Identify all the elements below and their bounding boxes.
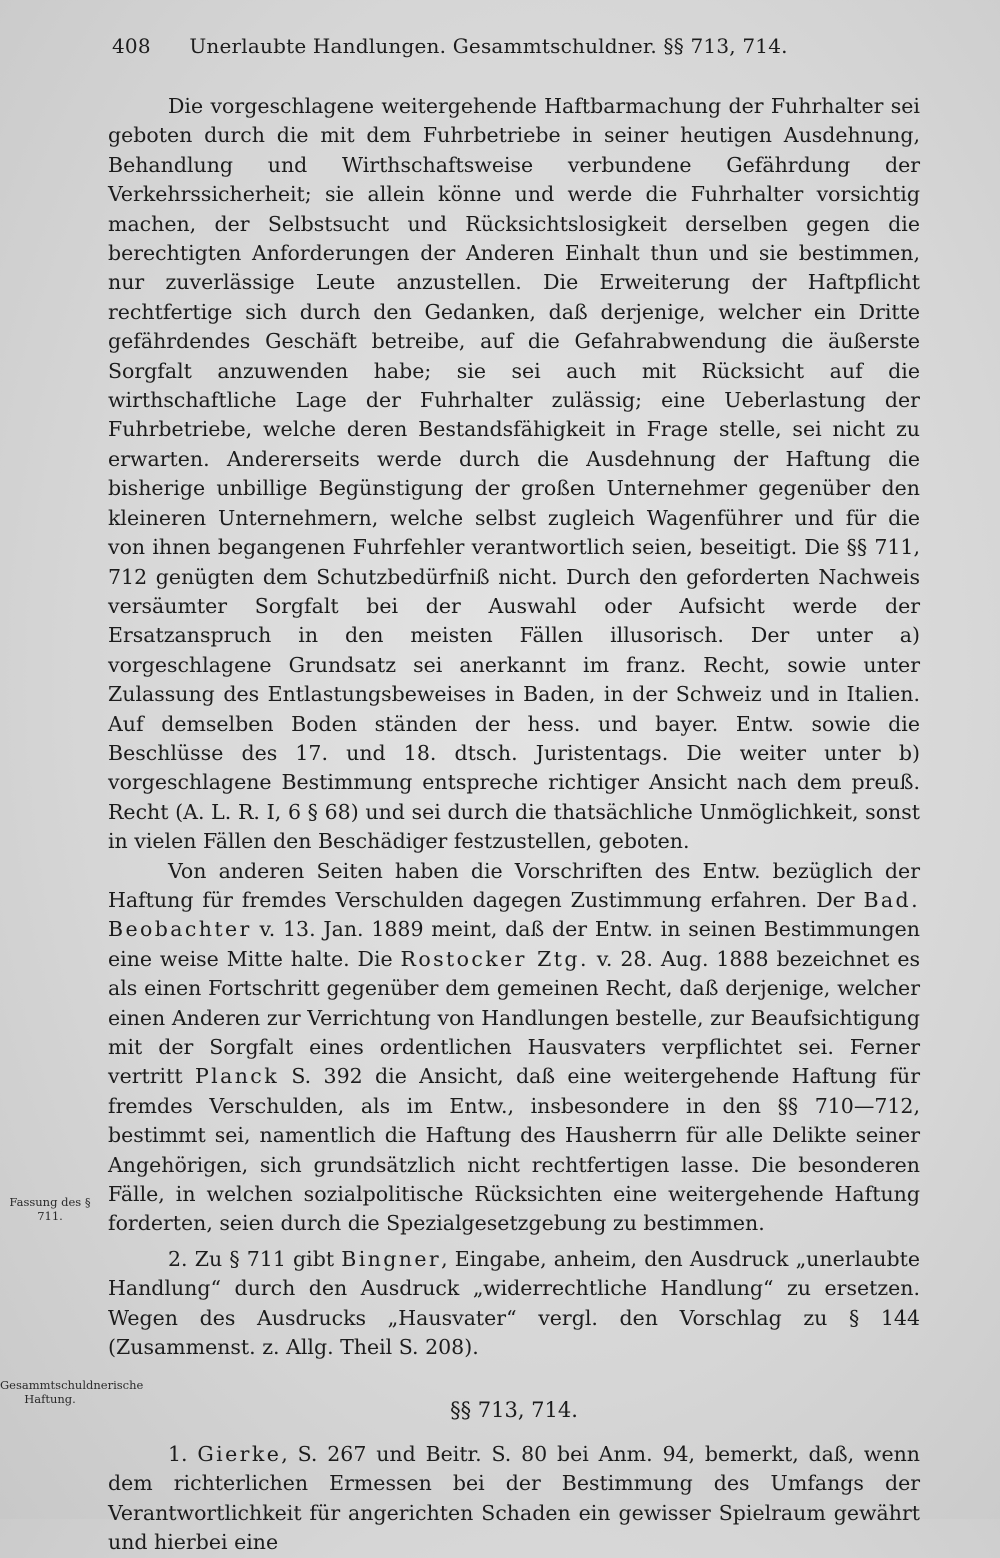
paragraph-fassung-711: 2. Zu § 711 gibt Bingner, Eingabe, anheim, den Ausdruck „unerlaubte Handlung“ durch den Ausdruck „widerrechtliche Handlung“ zu ersetzen. Wegen des Ausdrucks „Hausvater“ vergl. den Vorschlag zu § 144 (Zusammenst. z. Allg. Theil S. 208).: [108, 1246, 920, 1360]
cited-source: Bad. Beobachter: [108, 887, 920, 942]
margin-note-fassung: Fassung des § 711.: [9, 1195, 91, 1223]
margin-note-gesammtschuld: Gesammtschuldnerische Haftung.: [0, 1378, 144, 1406]
paragraph-zustimmung: Von anderen Seiten haben die Vorschriften des Entw. bezüglich der Haftung für fremdes Verschulden dagegen Zustimmung erfahren. Der Bad. Beobachter v. 13. Jan. 1889 meint, daß der Entw. in seinen Bestimmungen eine weise Mitte halte. Die Rostocker Ztg. v. 28. Aug. 1888 bezeichnet es als einen Fortschritt gegenüber dem gemeinen Recht, daß derjenige, welcher einen Anderen zur Verrichtung von Handlungen bestelle, zur Beaufsichtigung mit der Sorgfalt eines ordentlichen Hausvaters verpflichtet sei. Ferner vertritt Planck S. 392 die Ansicht, daß eine weitergehende Haftung für fremdes Verschulden, als im Entw., insbesondere in den §§ 710—712, bestimmt sei, namentlich die Haftung des Hausherrn für alle Delikte seiner Angehörigen, sich grundsätzlich nicht rechtfertigen lasse. Die besonderen Fälle, in welchen sozialpolitische Rücksichten eine weitergehende Haftung forderten, seien durch die Spezialgesetzgebung zu bestimmen.: [108, 858, 921, 1236]
body-text: [108, 92, 920, 1558]
section-heading: §§ 713, 714.: [450, 1398, 578, 1423]
running-header: [112, 34, 912, 58]
cited-source: Rostocker Ztg.: [400, 946, 589, 971]
cited-author: Bingner: [341, 1246, 442, 1271]
paragraph-gierke: 1. Gierke, S. 267 und Beitr. S. 80 bei Anm. 94, bemerkt, daß, wenn dem richterlichen Ermessen bei der Bestimmung des Umfangs der Verantwortlichkeit für angerichten Schaden ein gewisser Spielraum gewährt und hierbei eine: [108, 1441, 921, 1555]
cited-author: Gierke: [197, 1441, 282, 1466]
cited-author: Planck: [194, 1064, 280, 1089]
page-number: 408: [112, 34, 151, 58]
running-title: Unerlaubte Handlungen. Gesammtschuldner. §§ 713, 714.: [189, 34, 788, 58]
paragraph-fuhrhalter: Die vorgeschlagene weitergehende Haftbarmachung der Fuhrhalter sei geboten durch die mit dem Fuhrbetriebe in seiner heutigen Ausdehnung, Behandlung und Wirthschaftsweise verbundene Gefährdung der Verkehrssicherheit; sie allein könne und werde die Fuhrhalter vorsichtig machen, der Selbstsucht und Rücksichtslosigkeit derselben gegen die berechtigten Anforderungen der Anderen Einhalt thun und sie bestimmen, nur zuverlässige Leute anzustellen. Die Erweiterung der Haftpflicht rechtfertige sich durch den Gedanken, daß derjenige, welcher ein Dritte gefährdendes Geschäft betreibe, auf die Gefahrabwendung die äußerste Sorgfalt anzuwenden habe; sie sei auch mit Rücksicht auf die wirthschaftliche Lage der Fuhrhalter zulässig; eine Ueberlastung der Fuhrbetriebe, welche deren Bestandsfähigkeit in Frage stelle, sei nicht zu erwarten. Andererseits werde durch die Ausdehnung der Haftung die bisherige unbillige Begünstigung der großen Unternehmer gegenüber den kleineren Unternehmern, welche selbst zugleich Wagenführer und für die von ihnen begangenen Fuhrfehler verantwortlich seien, beseitigt. Die §§ 711, 712 genügten dem Schutzbedürfniß nicht. Durch den geforderten Nachweis versäumter Sorgfalt bei der Auswahl oder Aufsicht werde der Ersatzanspruch in den meisten Fällen illusorisch. Der unter a) vorgeschlagene Grundsatz sei anerkannt im franz. Recht, sowie unter Zulassung des Entlastungsbeweises in Baden, in der Schweiz und in Italien. Auf demselben Boden ständen der hess. und bayer. Entw. sowie die Beschlüsse des 17. und 18. dtsch. Juristentags. Die weiter unter b) vorgeschlagene Bestimmung entspreche richtiger Ansicht nach dem preuß. Recht (A. L. R. I, 6 § 68) und sei durch die thatsächliche Unmöglichkeit, sonst in vielen Fällen den Beschädiger festzustellen, geboten.: [108, 94, 920, 854]
